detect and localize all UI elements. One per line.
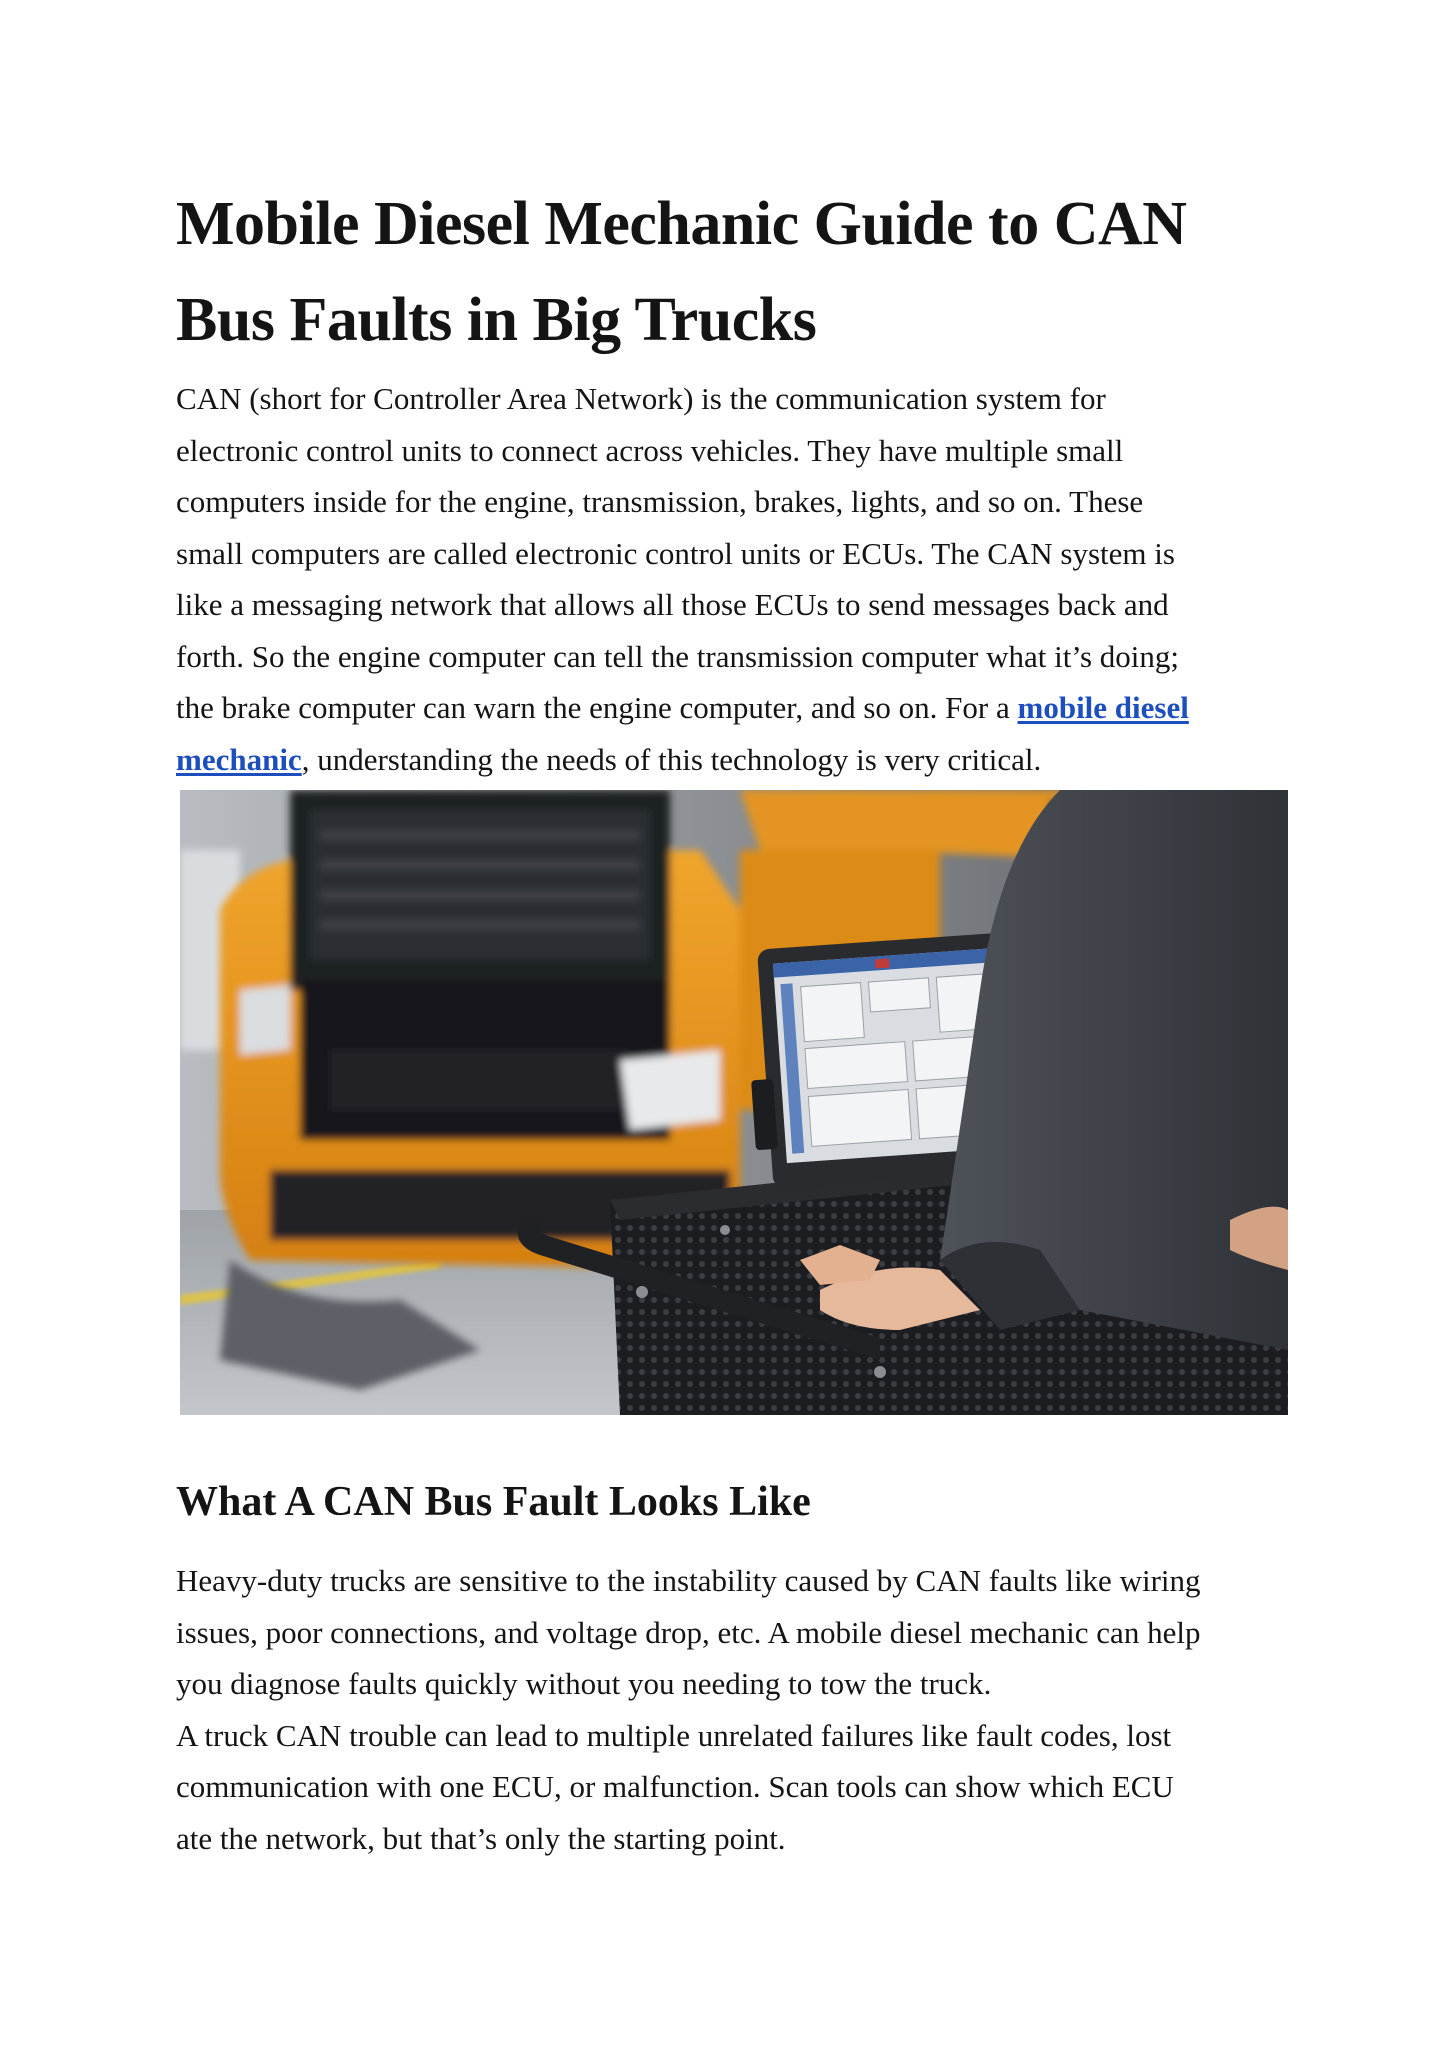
intro-line: computers inside for the engine, transmission, brakes, lights, and so on. These xyxy=(176,484,1144,519)
intro-line xyxy=(176,734,1296,786)
mobile-diesel-mechanic-link[interactable]: mobile diesel xyxy=(1017,690,1189,725)
section-line: A truck CAN trouble can lead to multiple unrelated failures like fault codes, lost xyxy=(176,1717,1172,1753)
intro-line xyxy=(176,682,1296,734)
section-line: ate the network, but that’s only the starting point. xyxy=(176,1820,786,1856)
title-line-1: Mobile Diesel Mechanic Guide to CAN xyxy=(176,190,1187,258)
intro-line: electronic control units to connect across vehicles. They have multiple small xyxy=(176,432,1124,468)
intro-line: forth. So the engine computer can tell the transmission computer what it’s doing; xyxy=(176,638,1179,674)
intro-text: the brake computer can warn the engine computer, and so on. For a xyxy=(176,690,1018,725)
title-line-2: Bus Faults in Big Trucks xyxy=(176,286,817,354)
intro-line: CAN (short for Controller Area Network) is the communication system for xyxy=(176,381,1106,416)
section-line: Heavy-duty trucks are sensitive to the instability caused by CAN faults like wiring xyxy=(176,1563,1201,1598)
section-heading: What A CAN Bus Fault Looks Like xyxy=(176,1479,811,1525)
page-title xyxy=(176,176,1296,368)
mechanic-diagnostic-photo xyxy=(180,790,1288,1415)
intro-line: small computers are called electronic control units or ECUs. The CAN system is xyxy=(176,535,1175,571)
section-paragraph xyxy=(176,1555,1296,1864)
section-line: you diagnose faults quickly without you needing to tow the truck. xyxy=(176,1666,992,1701)
intro-paragraph xyxy=(176,373,1296,785)
section-line: issues, poor connections, and voltage drop, etc. A mobile diesel mechanic can help xyxy=(176,1614,1201,1650)
intro-line: like a messaging network that allows all those ECUs to send messages back and xyxy=(176,587,1169,622)
section-line: communication with one ECU, or malfunction. Scan tools can show which ECU xyxy=(176,1769,1174,1804)
intro-text: , understanding the needs of this technology is very critical. xyxy=(301,741,1042,777)
mobile-diesel-mechanic-link-continued[interactable]: mechanic xyxy=(176,741,302,777)
